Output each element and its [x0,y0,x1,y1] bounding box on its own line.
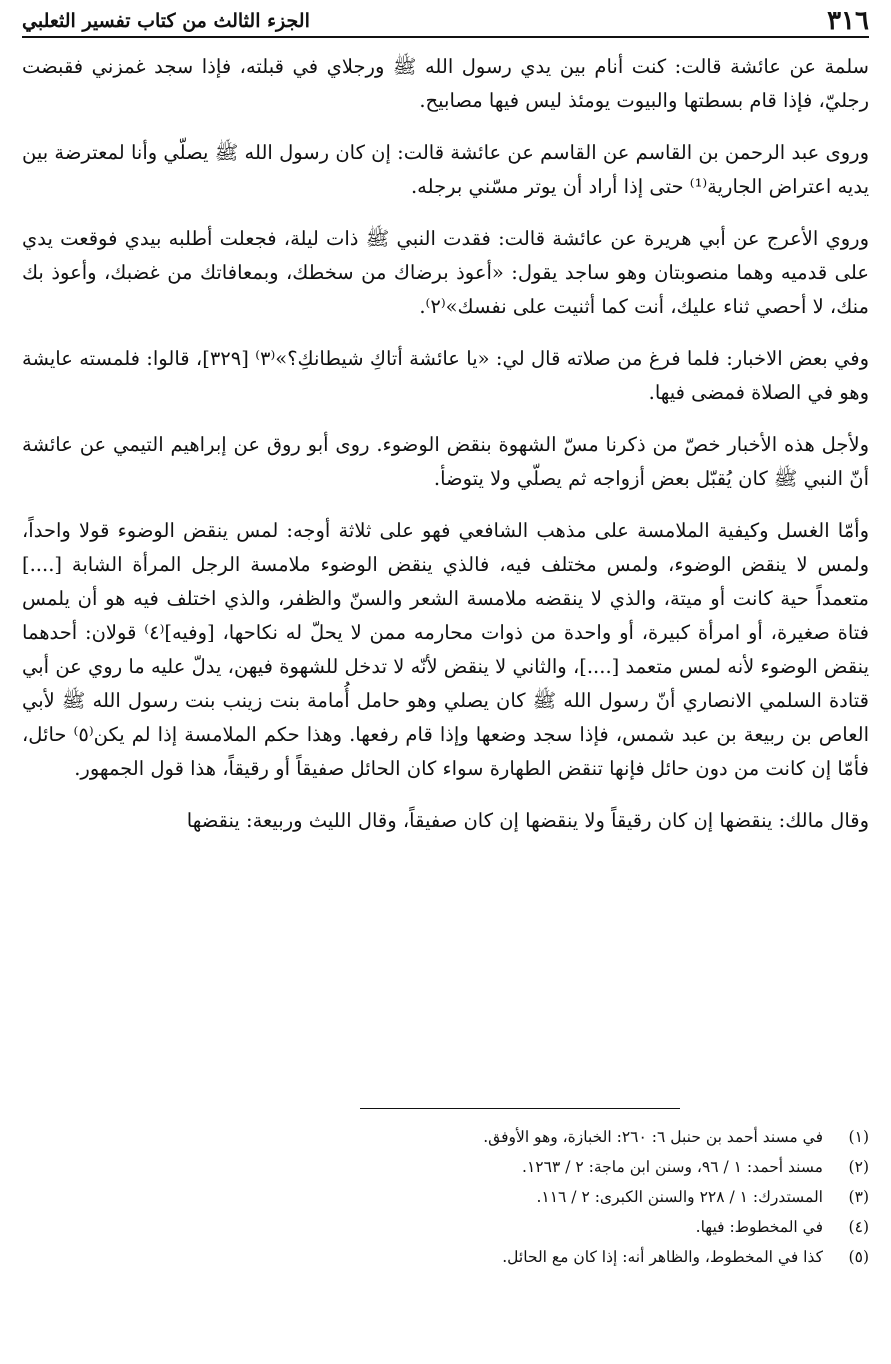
paragraph: وقال مالك: ينقضها إن كان رقيقاً ولا ينقضها إن كان صفيقاً، وقال الليث وربيعة: ينقضها [186,809,869,832]
footnote [22,1182,869,1212]
footnote-text: كذا في المخطوط، والظاهر أنه: إذا كان مع الحائل. [502,1248,823,1266]
paragraph: سلمة عن عائشة قالت: كنت أنام بين يدي رسول الله ﷺ ورجلاي في قبلته، فإذا سجد غمزني فقبضت رجليّ، فإذا قام بسطتها والبيوت يومئذ ليس فيها مصابيح. [22,55,869,112]
footnote-number: (٥) [848,1248,869,1266]
footnote-text: في المخطوط: فيها. [695,1218,823,1236]
footnote-number: (١) [848,1128,869,1146]
footnote-number: (٢) [848,1158,869,1176]
paragraph: وأمّا الغسل وكيفية الملامسة على مذهب الشافعي فهو على ثلاثة أوجه: لمس ينقض الوضوء قولا واحداً، ولمس لا ينقض الوضوء، ولمس مختلف فيه، فالذي ينقض الوضوء ملامسة الرجل المرأة الشابة [....] متعمداً حية كانت أو ميتة، والذي لا ينقضه ملامسة الشعر والسنّ والظفر، والذي اختلف فيه هو أن يلمس فتاة صغيرة، أو امرأة كبيرة، أو واحدة من ذوات محارمه ممن لا يحلّ له نكاحها، [وفيه]⁽٤⁾ قولان: أحدهما ينقض الوضوء لأنه لمس متعمد [....]، والثاني لا ينقض لأنّه لا تدخل للشهوة فيهن، يدلّ عليه ما روي عن أبي قتادة السلمي الانصاري أنّ رسول الله ﷺ كان يصلي وهو حامل أُمامة بنت زينب بنت رسول الله ﷺ لأبي العاص بن ربيعة بن عبد شمس، فإذا سجد وضعها وإذا قام رفعها. وهذا حكم الملامسة إذا لم يكن⁽٥⁾ حائل، فأمّا إن كانت من دون حائل فإنها تنقض الطهارة سواء كان الحائل صفيقاً أو رقيقاً، هذا قول الجمهور. [22,519,869,780]
footnote [22,1212,869,1242]
main-text [22,50,869,856]
footnote [22,1122,869,1152]
running-title: الجزء الثالث من كتاب تفسير الثعلبي [22,10,310,32]
paragraph: وفي بعض الاخبار: فلما فرغ من صلاته قال لي: «يا عائشة أتاكِ شيطانكِ؟»⁽٣⁾ [٣٢٩]، قالوا: فلمسته عايشة وهو في الصلاة فمضى فيها. [22,347,869,404]
paragraph: ولأجل هذه الأخبار خصّ من ذكرنا مسّ الشهوة بنقض الوضوء. روى أبو روق عن إبراهيم التيمي عن عائشة أنّ النبي ﷺ كان يُقبّل بعض أزواجه ثم يصلّي ولا يتوضأ. [22,433,869,490]
footnote [22,1152,869,1182]
footnote-text: المستدرك: ١ / ٢٢٨ والسنن الكبرى: ٢ / ١١٦. [536,1188,823,1206]
paragraph: وروي الأعرج عن أبي هريرة عن عائشة قالت: فقدت النبي ﷺ ذات ليلة، فجعلت أطلبه بيدي فوقعت يدي على قدميه وهما منصوبتان وهو ساجد يقول: «أعوذ برضاك من سخطك، وبمعافاتك من غضبك، وأعوذ بك منك، لا أحصي ثناء عليك، أنت كما أثنيت على نفسك»⁽٢⁾. [22,227,869,318]
footnote [22,1242,869,1272]
footnote-text: في مسند أحمد بن حنبل ٦: ٢٦٠: الخبازة، وهو الأوفق. [483,1128,823,1146]
footnote-divider [360,1108,680,1109]
footnotes-list [22,1122,869,1272]
footnote-number: (٤) [848,1218,869,1236]
paragraph: وروى عبد الرحمن بن القاسم عن القاسم عن عائشة قالت: إن كان رسول الله ﷺ يصلّي وأنا لمعترضة بين يديه اعتراض الجارية⁽¹⁾ حتى إذا أراد أن يوتر مسّني برجله. [22,141,869,198]
page-number: ٣١٦ [827,6,869,36]
page-header [22,6,869,38]
footnote-number: (٣) [848,1188,869,1206]
footnote-text: مسند أحمد: ١ / ٩٦، وسنن ابن ماجة: ٢ / ١٢٦٣. [522,1158,823,1176]
